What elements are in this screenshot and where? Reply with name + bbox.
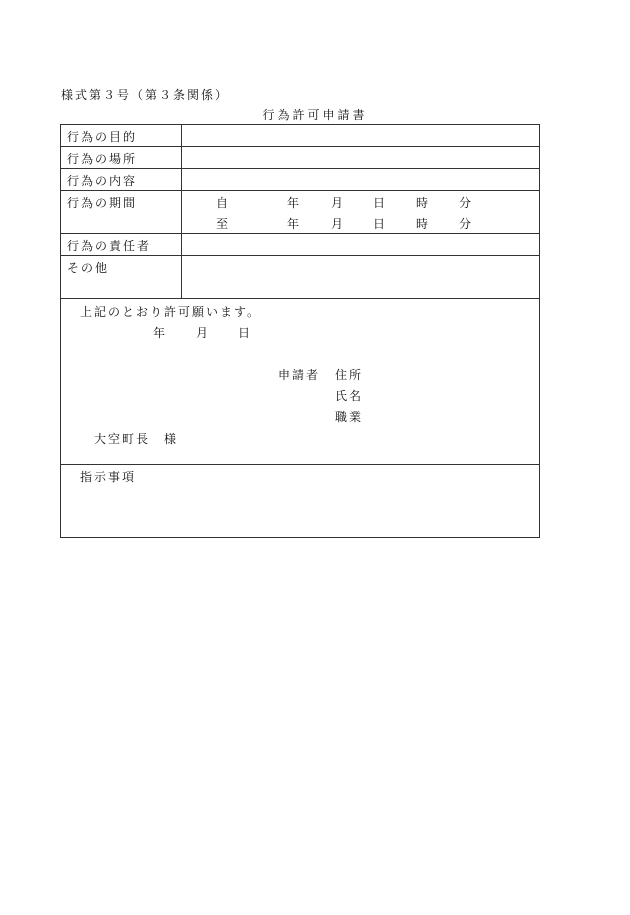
row-content — [61, 169, 539, 191]
row-period — [61, 191, 539, 234]
other-field[interactable] — [182, 256, 539, 298]
content-field[interactable] — [182, 169, 539, 190]
applicant-address-label: 住所 — [335, 368, 364, 382]
period-from-month: 月 — [331, 196, 346, 210]
applicant-label: 申請者 — [278, 368, 321, 382]
addressee: 大空町長 様 — [94, 432, 179, 446]
row-responsible — [61, 234, 539, 256]
form-number: 様式第３号（第３条関係） — [61, 88, 230, 102]
period-to-prefix: 至 — [216, 217, 231, 231]
request-date-month: 月 — [196, 326, 211, 340]
period-from-line — [182, 194, 539, 214]
period-to-line — [182, 215, 539, 235]
place-label: 行為の場所 — [61, 147, 182, 168]
row-purpose — [61, 125, 539, 147]
row-other — [61, 256, 539, 299]
purpose-field[interactable] — [182, 125, 539, 146]
period-to-month: 月 — [331, 217, 346, 231]
period-to-hour: 時 — [416, 217, 431, 231]
period-from-hour: 時 — [416, 196, 431, 210]
instructions-label: 指示事項 — [80, 470, 137, 484]
request-date-day: 日 — [238, 326, 253, 340]
period-to-year: 年 — [287, 217, 302, 231]
purpose-label: 行為の目的 — [61, 125, 182, 146]
instructions-section — [61, 465, 539, 537]
period-to-minute: 分 — [459, 217, 474, 231]
applicant-name-label: 氏名 — [335, 389, 364, 403]
document-title: 行為許可申請書 — [262, 108, 368, 122]
application-form-table — [60, 124, 540, 538]
request-date-year: 年 — [153, 326, 168, 340]
request-statement: 上記のとおり許可願います。 — [80, 305, 262, 319]
row-place — [61, 147, 539, 169]
applicant-occupation-label: 職業 — [335, 410, 364, 424]
other-label: その他 — [61, 256, 182, 298]
request-section — [61, 299, 539, 465]
period-label: 行為の期間 — [61, 191, 182, 233]
responsible-label: 行為の責任者 — [61, 234, 182, 255]
place-field[interactable] — [182, 147, 539, 168]
responsible-field[interactable] — [182, 234, 539, 255]
period-from-year: 年 — [287, 196, 302, 210]
period-from-minute: 分 — [459, 196, 474, 210]
content-label: 行為の内容 — [61, 169, 182, 190]
period-to-day: 日 — [373, 217, 388, 231]
period-from-day: 日 — [373, 196, 388, 210]
period-field[interactable] — [182, 191, 539, 233]
period-from-prefix: 自 — [216, 196, 231, 210]
